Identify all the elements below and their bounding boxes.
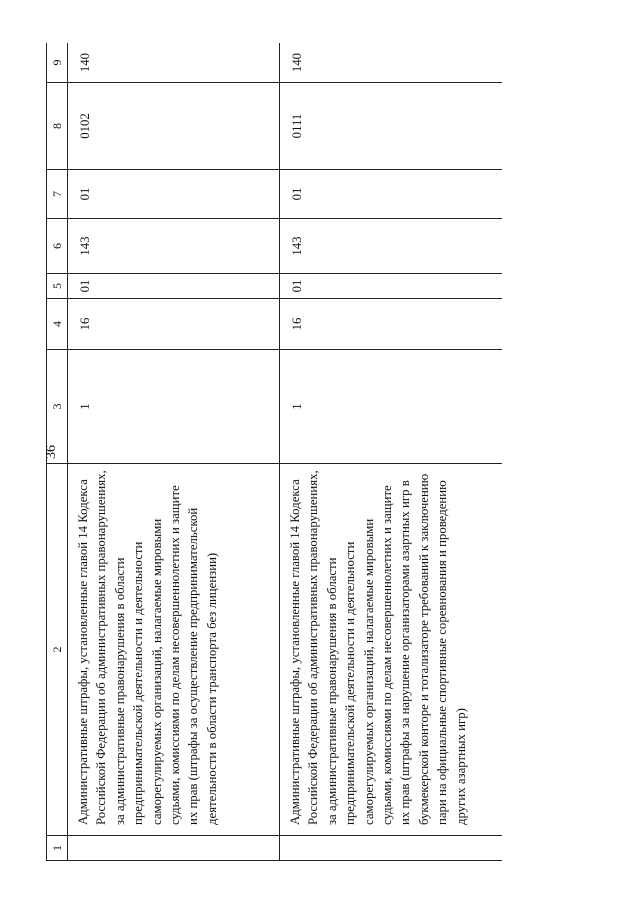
row-2-col-5: 01 [280,274,503,299]
row-1-col-9: 140 [68,43,280,83]
table-row [280,43,503,861]
row-2-description: Административные штрафы, установленные главой 14 Кодекса Российской Федерации об административных правонарушениях, за административные правонарушения в области предпринимательской деятельности и деятельности саморегулируемых организаций, налагаемые мировыми судьями, комиссиями по делам несовершеннолетних и защите их прав (штрафы за нарушение организаторами азартных игр в букмекерской конторе и тотализаторе требований к заключению пари на официальные спортивные соревнования и проведению других азартных игр) [280,464,503,836]
row-2-col-4: 16 [280,299,503,350]
budget-codes-table [46,43,502,861]
row-1-col-5: 01 [68,274,280,299]
row-2-col-7: 01 [280,170,503,219]
row-2-col-9: 140 [280,43,503,83]
page-number: 36 [44,445,59,459]
row-1-description: Административные штрафы, установленные главой 14 Кодекса Российской Федерации об административных правонарушениях, за административные правонарушения в области предпринимательской деятельности и деятельности саморегулируемых организаций, налагаемые мировыми судьями, комиссиями по делам несовершеннолетних и защите их прав (штрафы за осуществление предпринимательской деятельности в области транспорта без лицензии) [68,464,280,836]
header-col-9: 9 [47,43,68,83]
row-1-col-8: 0102 [68,83,280,170]
row-2-col-6: 143 [280,219,503,274]
header-col-4: 4 [47,299,68,350]
header-col-2: 2 [47,464,68,836]
header-col-5: 5 [47,274,68,299]
row-1-col-1 [68,836,280,861]
header-col-8: 8 [47,83,68,170]
row-1-col-3: 1 [68,350,280,464]
row-2-col-3: 1 [280,350,503,464]
rotated-table-container [46,43,502,861]
row-1-col-6: 143 [68,219,280,274]
header-col-7: 7 [47,170,68,219]
header-col-6: 6 [47,219,68,274]
header-row [47,43,68,861]
table-row [68,43,280,861]
row-2-col-1 [280,836,503,861]
row-1-col-7: 01 [68,170,280,219]
header-col-3: 3 [47,350,68,464]
row-1-col-4: 16 [68,299,280,350]
header-col-1: 1 [47,836,68,861]
row-2-col-8: 0111 [280,83,503,170]
